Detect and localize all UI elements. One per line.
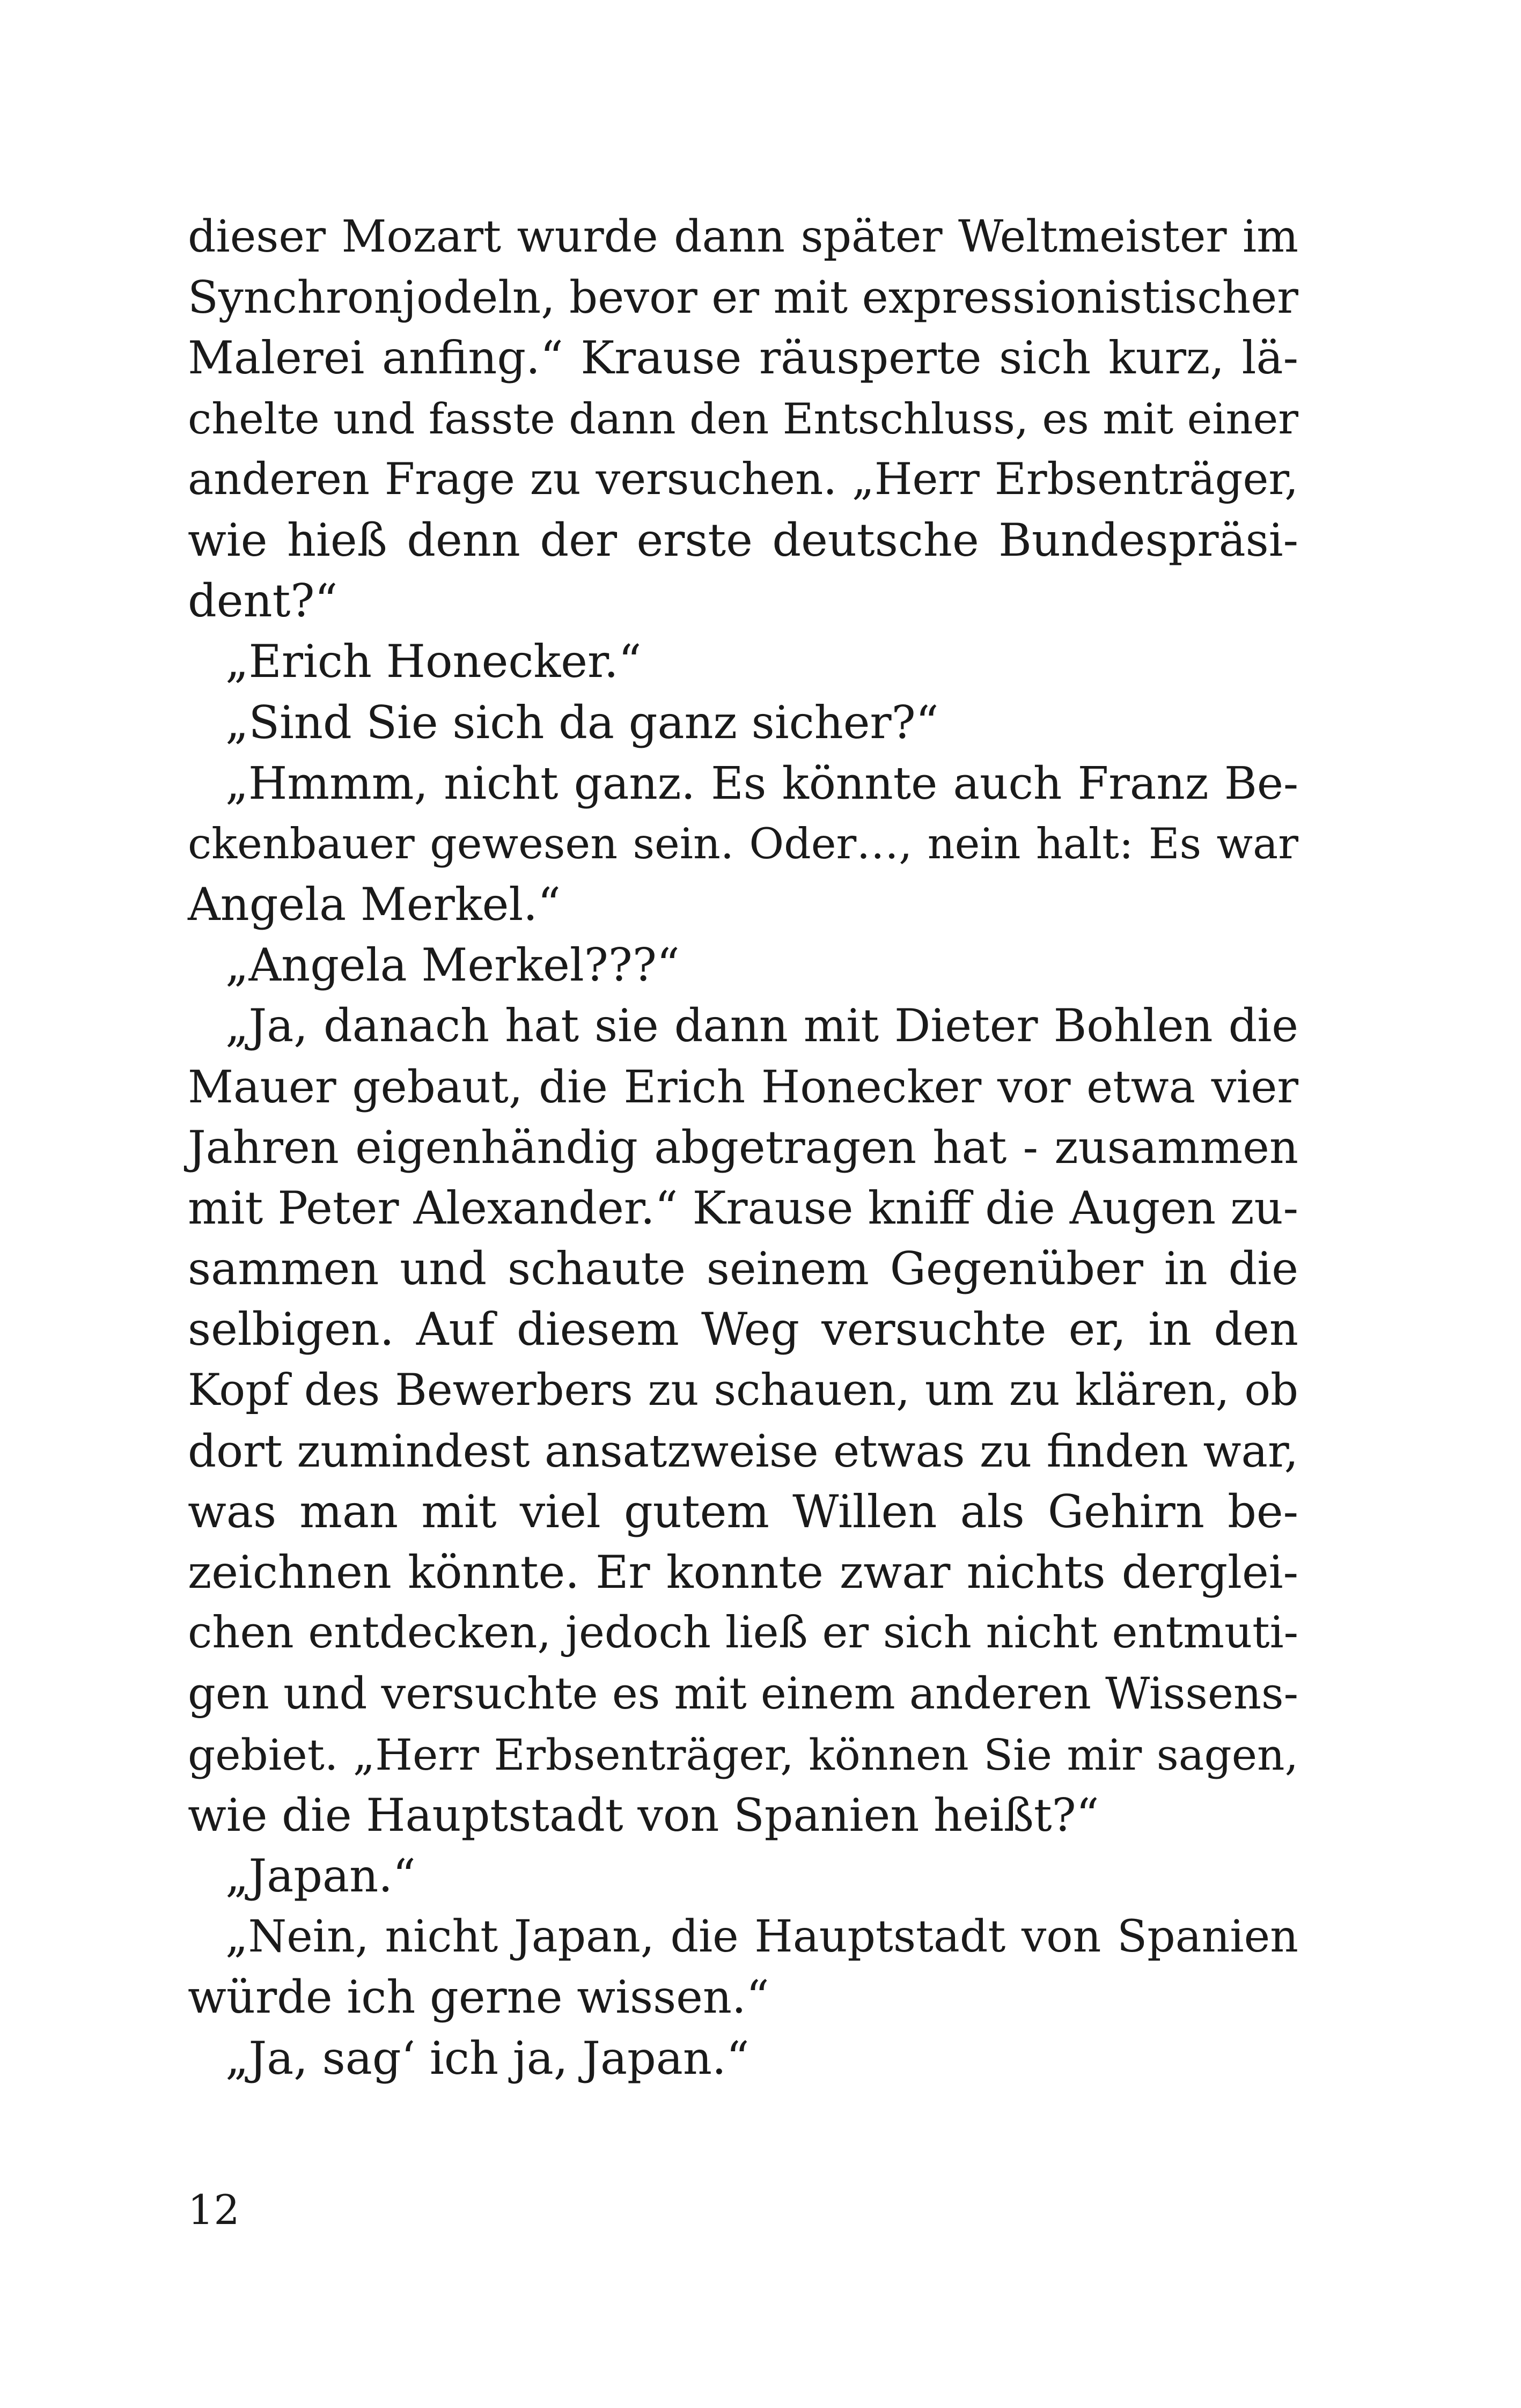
text-line: Malerei anfing.“ Krause räusperte sich kurz, lä-	[188, 332, 1298, 385]
text-line: mit Peter Alexander.“ Krause kniff die Augen zu-	[188, 1182, 1298, 1234]
text-line: zeichnen könnte. Er konnte zwar nichts derglei-	[188, 1546, 1298, 1599]
text-line: anderen Frage zu versuchen. „Herr Erbsenträger,	[188, 454, 1298, 505]
body-text	[188, 207, 1298, 2089]
text-line: Kopf des Bewerbers zu schauen, um zu klären, ob	[188, 1365, 1298, 1416]
text-line: was man mit viel gutem Willen als Gehirn be-	[188, 1485, 1298, 1538]
text-line: Synchronjodeln, bevor er mit expressionistischer	[188, 271, 1298, 324]
text-line: gebiet. „Herr Erbsenträger, können Sie mir sagen,	[188, 1729, 1298, 1780]
text-line: selbigen. Auf diesem Weg versuchte er, in den	[188, 1303, 1298, 1356]
text-line: „Ja, sag‘ ich ja, Japan.“	[225, 2031, 750, 2085]
text-line: dent?“	[188, 575, 338, 628]
text-line: „Angela Merkel???“	[225, 939, 680, 992]
text-line: „Erich Honecker.“	[225, 635, 642, 688]
text-line: Jahren eigenhändig abgetragen hat - zusammen	[188, 1121, 1298, 1174]
text-line: wie die Hauptstadt von Spanien heißt?“	[188, 1788, 1099, 1842]
text-line: „Hmmm, nicht ganz. Es könnte auch Franz Be-	[225, 757, 1298, 809]
text-line: Angela Merkel.“	[188, 878, 561, 931]
page-number: 12	[188, 2186, 240, 2234]
text-line: „Japan.“	[225, 1850, 416, 1903]
text-line: wie hieß denn der erste deutsche Bundespräsi-	[188, 513, 1298, 566]
text-line: „Ja, danach hat sie dann mit Dieter Bohlen die	[225, 999, 1298, 1052]
text-line: Mauer gebaut, die Erich Honecker vor etwa vier	[188, 1061, 1298, 1113]
text-line: „Nein, nicht Japan, die Hauptstadt von Spanien	[225, 1911, 1298, 1963]
text-line: dort zumindest ansatzweise etwas zu finden war,	[188, 1425, 1298, 1477]
text-line: sammen und schaute seinem Gegenüber in die	[188, 1242, 1298, 1295]
text-line: „Sind Sie sich da ganz sicher?“	[225, 696, 939, 749]
text-line: würde ich gerne wissen.“	[188, 1971, 769, 2024]
text-line: ckenbauer gewesen sein. Oder…, nein halt: Es war	[188, 819, 1298, 868]
text-line: chen entdecken, jedoch ließ er sich nicht entmuti-	[188, 1608, 1298, 1659]
text-line: gen und versuchte es mit einem anderen Wissens-	[188, 1668, 1298, 1719]
text-line: dieser Mozart wurde dann später Weltmeister im	[188, 211, 1298, 262]
text-line: chelte und fasste dann den Entschluss, es mit einer	[188, 394, 1298, 444]
